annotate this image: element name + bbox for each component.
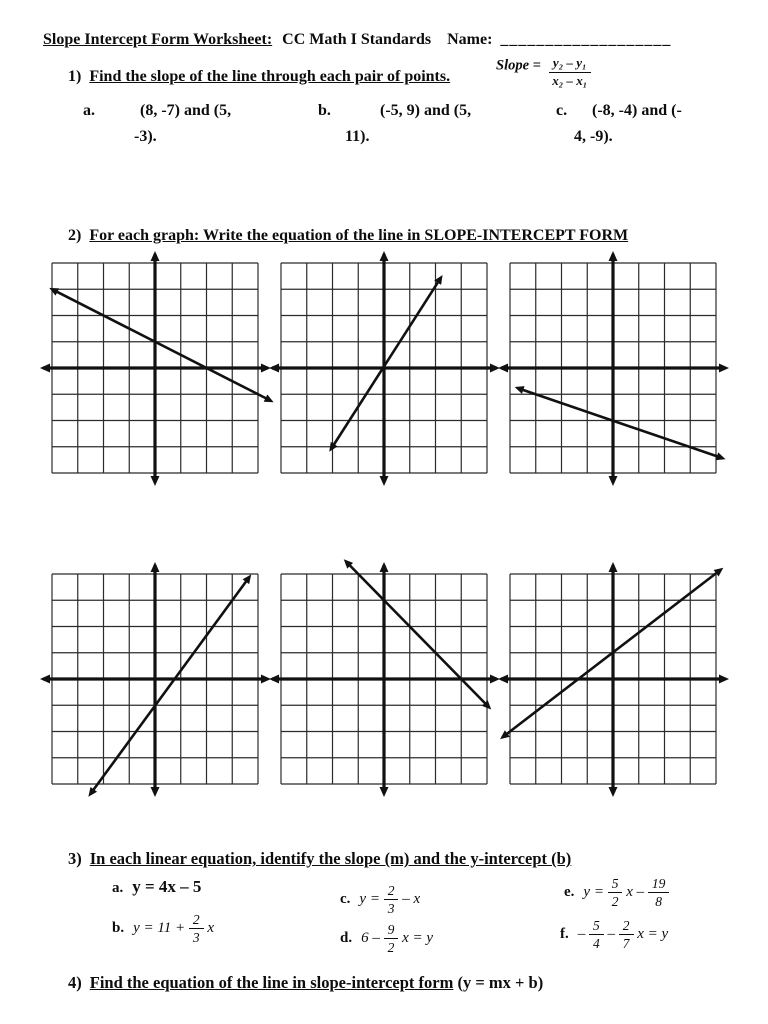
fraction: $\frac{9}{2}$ [384, 922, 399, 955]
graph-1 [37, 248, 275, 490]
equation-label: f. [560, 926, 569, 943]
graph-3 [495, 248, 733, 490]
fraction: $\frac{2}{3}$ [384, 883, 399, 916]
q1-part-c-points-cont: 4, -9). [574, 128, 613, 145]
q1-part-b-label: b. [318, 102, 331, 119]
slope-formula [496, 56, 591, 88]
question-4-heading [68, 973, 543, 993]
question-4-suffix: (y = mx + b) [453, 973, 544, 992]
slope-formula-lhs: Slope = [496, 57, 541, 74]
equation-body: y = 11 + $\frac{2}{3}$ x [133, 912, 215, 946]
graph-4 [37, 559, 275, 801]
equation-body: y = $\frac{2}{3}$ – x [359, 883, 421, 917]
slope-formula-denominator: x₂ – x₁ [552, 72, 588, 88]
q1-part-c-points: (-8, -4) and (- [592, 102, 682, 119]
equation-c [340, 883, 420, 916]
question-1-prompt: Find the slope of the line through each pair of points. [89, 68, 451, 85]
fraction: $\frac{19}{8}$ [648, 876, 670, 909]
question-1-number: 1) [68, 68, 82, 85]
q1-part-c [556, 98, 682, 150]
fraction: $\frac{5}{4}$ [589, 918, 604, 951]
fraction: $\frac{5}{2}$ [608, 876, 623, 909]
q1-part-a-points: (8, -7) and (5, [140, 102, 232, 119]
q1-part-a [83, 98, 231, 150]
equation-label: d. [340, 930, 353, 947]
equation-label: c. [340, 891, 351, 908]
q1-part-b-points: (-5, 9) and (5, [380, 102, 472, 119]
question-1-heading [68, 68, 450, 86]
question-3-prompt: In each linear equation, identify the slope (m) and the y-intercept (b) [89, 849, 572, 868]
fraction: $\frac{2}{7}$ [619, 918, 634, 951]
equation-e [564, 876, 669, 909]
question-3-heading [68, 849, 571, 869]
question-2-number: 2) [68, 227, 82, 244]
graph-2 [266, 248, 504, 490]
q1-part-b [318, 98, 471, 150]
equation-body: y = 4x – 5 [132, 877, 202, 896]
equation-body: y = $\frac{5}{2}$ x – $\frac{19}{8}$ [583, 884, 669, 900]
equation-d [340, 922, 433, 955]
graph-6 [495, 559, 733, 801]
equation-body: 6 – $\frac{9}{2}$ x = y [361, 922, 434, 956]
equation-f [560, 918, 668, 951]
slope-formula-fraction [549, 56, 591, 88]
graph-5 [266, 559, 504, 801]
course-label: CC Math I Standards [282, 31, 432, 48]
question-4-number: 4) [68, 973, 82, 992]
question-4-prompt: Find the equation of the line in slope-intercept form [89, 973, 454, 992]
equation-body: – $\frac{5}{4}$ – $\frac{2}{7}$ x = y [577, 918, 669, 952]
equation-a [112, 877, 201, 897]
equation-label: a. [112, 880, 124, 896]
page-title [43, 31, 671, 49]
question-2-prompt: For each graph: Write the equation of the line in SLOPE-INTERCEPT FORM [89, 227, 629, 244]
name-label: Name: [447, 31, 493, 48]
worksheet-title: Slope Intercept Form Worksheet: [43, 31, 273, 48]
question-3-number: 3) [68, 849, 82, 868]
equation-b [112, 912, 214, 945]
q1-part-c-label: c. [556, 102, 568, 119]
q1-part-a-label: a. [83, 102, 95, 119]
equation-label: b. [112, 920, 125, 937]
slope-formula-numerator: y₂ – y₁ [549, 56, 591, 73]
name-blank: ___________________ [500, 31, 672, 48]
fraction: $\frac{2}{3}$ [189, 912, 204, 945]
q1-part-b-points-cont: 11). [345, 128, 370, 145]
equation-label: e. [564, 884, 575, 901]
question-2-heading [68, 227, 628, 245]
q1-part-a-points-cont: -3). [134, 128, 157, 145]
